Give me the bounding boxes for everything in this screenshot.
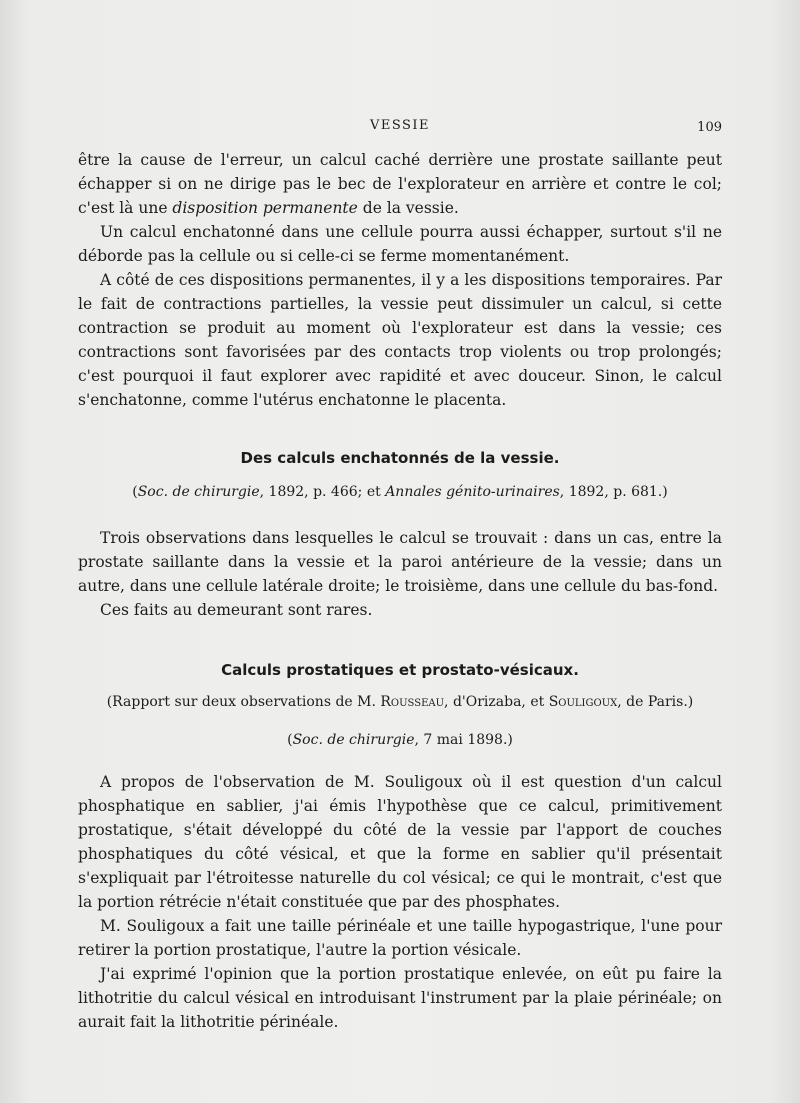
section-1-paragraph-1: Trois observations dans lesquelles le calcul se trouvait : dans un cas, entre la prostate saillante dans la vessie et la paroi antérieure de la vessie; dans un autre, dans une cellule latérale droite; le troisième, dans une cellule du bas-fond. <box>78 529 722 595</box>
paragraph-intro-1 <box>78 148 722 220</box>
section-2-reference <box>78 728 722 752</box>
text-run: (Rapport sur deux observations de M. <box>106 694 381 710</box>
paragraph-intro-2: Un calcul enchatonné dans une cellule pourra aussi échapper, surtout s'il ne déborde pas la cellule ou si celle-ci se ferme momentanément. <box>78 223 722 265</box>
journal-name: Soc. de chirurgie <box>292 732 415 748</box>
text-run: , 7 mai 1898.) <box>414 732 513 748</box>
section-1-reference <box>78 480 722 504</box>
section-heading-2: Calculs prostatiques et prostato-vésicaux. <box>221 661 579 679</box>
section-2-paragraph-2: M. Souligoux a fait une taille périnéale et une taille hypogastrique, l'une pour retirer la portion prostatique, l'autre la portion vésicale. <box>78 917 722 959</box>
text-run: de la vessie. <box>357 199 459 217</box>
page-header <box>78 118 722 140</box>
text-run: ( <box>287 732 293 748</box>
running-title: VESSIE <box>369 118 431 133</box>
text-run: , de Paris.) <box>617 694 694 710</box>
emphasis-text: disposition permanente <box>172 199 358 217</box>
section-1-paragraph-2: Ces faits au demeurant sont rares. <box>100 601 373 619</box>
text-run: être la cause de l'erreur, un calcul caché derrière une prostate saillante peut échapper si on ne dirige pas le bec de l'explorateur en arrière et contre le col; c'est là une <box>78 151 722 217</box>
text-run: , d'Orizaba, et <box>444 694 549 710</box>
section-2-paragraph-3: J'ai exprimé l'opinion que la portion prostatique enlevée, on eût pu faire la lithotritie du calcul vésical en introduisant l'instrument par la plaie périnéale; on aurait fait la lithotritie périnéale. <box>78 965 722 1031</box>
paragraph-intro-3: A côté de ces dispositions permanentes, il y a les dispositions temporaires. Par le fait de contractions partielles, la vessie peut dissimuler un calcul, si cette contraction se produit au moment où l'explorateur est dans la vessie; ces contractions sont favorisées par des contacts trop violents ou trop prolongés; c'est pourquoi il faut explorer avec rapidité et avec douceur. Sinon, le calcul s'enchatonne, comme l'utérus enchatonne le placenta. <box>78 271 722 409</box>
section-heading-1: Des calculs enchatonnés de la vessie. <box>240 449 560 467</box>
text-run: ( <box>132 484 138 500</box>
section-2-subtitle <box>78 690 722 714</box>
section-2-paragraph-1: A propos de l'observation de M. Souligoux où il est question d'un calcul phosphatique en sablier, j'ai émis l'hypothèse que ce calcul, primitivement prostatique, s'était développé du côté de la vessie par l'apport de couches phosphatiques du côté vésical, et que la forme en sablier qu'il présentait s'expliquait par l'étroitesse naturelle du col vésical; ce qui le montrait, c'est que la portion rétrécie n'était constituée que par des phosphates. <box>78 773 722 911</box>
page-number: 109 <box>697 120 722 135</box>
author-name: Rousseau <box>380 694 445 710</box>
author-name: Souligoux <box>548 694 618 710</box>
journal-name: Soc. de chirurgie <box>137 484 260 500</box>
page-body <box>78 148 722 1034</box>
text-run: , 1892, p. 466; et <box>259 484 386 500</box>
text-run: , 1892, p. 681.) <box>559 484 668 500</box>
journal-name: Annales génito-urinaires <box>385 484 560 500</box>
